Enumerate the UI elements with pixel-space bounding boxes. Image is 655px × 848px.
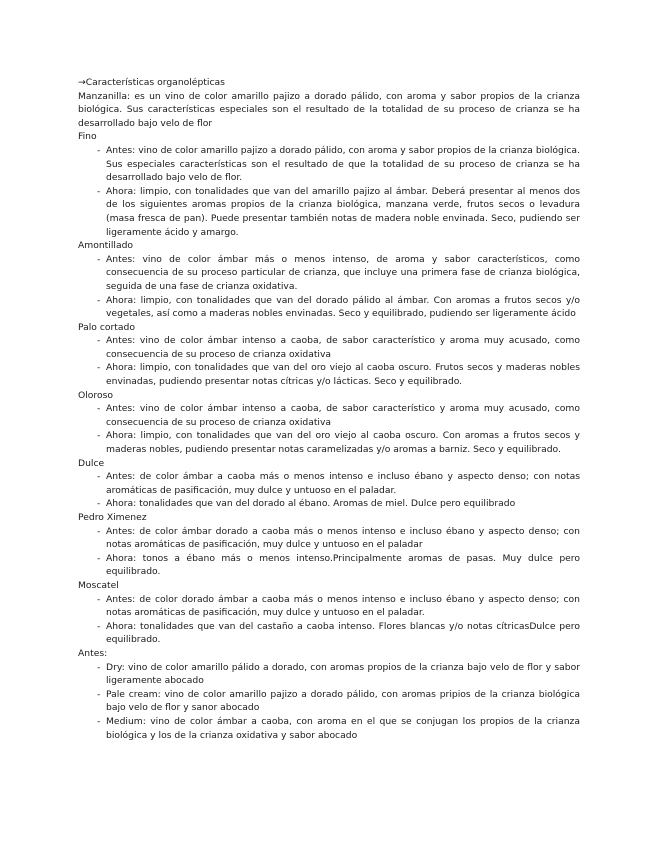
section-title: Oloroso [78,389,114,401]
item-list [78,525,580,579]
list-item [78,185,580,239]
section-title: Pedro Ximenez [78,512,147,523]
section-header: →Características organolépticas [78,77,225,88]
item-text: Ahora: limpio, con tonalidades que van del oro viejo al caoba oscuro. Frutos secos y maderas nobles envinadas, pudiendo presentar notas cítricas y/o lácticas. Seco y equilibrado. [106,362,580,388]
dash-bullet: - [97,335,101,347]
item-text: Ahora: limpio, con tonalidades que van del oro viejo al caoba oscuro. Con aromas a frutos secos y maderas nobles, pudiendo presentar notas caramelizadas y/o aromas a barniz. Seco y equilibrado. [106,430,580,456]
section-title: Moscatel [78,579,119,591]
section-title: Antes: [78,647,108,659]
item-text: Antes: de color ámbar dorado a caoba más o menos intenso e incluso ébano y aspecto denso; con notas aromáticas de pasificación, muy dulce y untuoso en el paladar [106,525,580,551]
item-list [78,402,580,456]
dash-bullet: - [97,525,101,537]
dash-bullet: - [97,620,101,632]
list-item [78,688,580,715]
section-amontillado [78,239,580,321]
section-title: Amontillado [78,240,134,252]
item-list [78,253,580,321]
list-item [78,402,580,429]
item-text: Antes: vino de color ámbar intenso a caoba, de sabor característico y aroma muy acusado, como consecuencia de su proceso de crianza oxidativa [106,403,580,428]
item-text: Pale cream: vino de color amarillo pajizo a dorado pálido, con aromas pripios de la crianza biológica bajo velo de flor y sanor abocado [106,688,580,714]
item-text: Antes: vino de color amarillo pajizo a dorado pálido, con aroma y sabor propios de la crianza biológica. Sus especiales características son el resultado de que la totalidad de su proceso de crianza se ha desarrollado bajo velo de flor. [106,144,580,184]
dash-bullet: - [97,403,101,415]
item-text: Ahora: tonalidades que van del dorado al ébano. Aromas de miel. Dulce pero equilibrado [106,498,516,510]
item-text: Antes: vino de color ámbar intenso a caoba, de sabor característico y aroma muy acusado, como consecuencia de su proceso de crianza oxidativa [106,335,580,360]
list-item [78,661,580,688]
list-item [78,294,580,321]
item-text: Ahora: tonalidades que van del castaño a caoba intenso. Flores blancas y/o notas cítricasDulce pero equilibrado. [106,620,580,646]
item-text: Ahora: tonos a ébano más o menos intenso.Principalmente aromas de pasas. Muy dulce pero equilibrado. [106,552,580,578]
dash-bullet: - [97,294,101,306]
item-text: Dry: vino de color amarillo pálido a dorado, con aromas propios de la crianza bajo velo de flor y sabor ligeramente abocado [106,661,580,687]
list-item [78,497,580,511]
item-text: Antes: vino de color ámbar más o menos intenso, de aroma y sabor característicos, como consecuencia de su proceso particular de crianza, que incluye una primera fase de crianza biológica, seguida de una fase de crianza oxidativa. [106,253,580,292]
dash-bullet: - [97,593,101,605]
dash-bullet: - [97,715,101,727]
dash-bullet: - [97,362,101,374]
intro-paragraph: Manzanilla: es un vino de color amarillo pajizo a dorado pálido, con aroma y sabor propios de la crianza biológica. Sus características especiales son el resultado de la totalidad de su proceso de crianza se ha desarrollado bajo velo de flor [78,90,580,129]
item-list [78,661,580,743]
list-item [78,253,580,294]
list-item [78,144,580,185]
section-moscatel [78,579,580,647]
section-title: Dulce [78,457,105,469]
dash-bullet: - [97,498,101,510]
section-title: Palo cortado [78,321,135,333]
section-fino [78,130,580,239]
dash-bullet: - [97,253,101,265]
list-item [78,470,580,497]
list-item [78,715,580,742]
item-list [78,334,580,388]
dash-bullet: - [97,144,101,156]
item-text: Antes: de color dorado ámbar a caoba más o menos intenso e incluso ébano y aspecto denso; con notas aromáticas de pasificación, muy dulce y untuoso en el paladar. [106,593,580,619]
dash-bullet: - [97,552,101,564]
item-list [78,470,580,511]
dash-bullet: - [97,430,101,442]
list-item [78,620,580,647]
item-text: Antes: de color ámbar a caoba más o menos intenso e incluso ébano y aspecto denso; con notas aromáticas de pasificación, muy dulce y untuoso en el paladar. [106,471,580,496]
dash-bullet: - [97,688,101,700]
section-title: Fino [78,131,97,143]
section-oloroso [78,389,580,457]
section-palo-cortado [78,321,580,389]
dash-bullet: - [97,661,101,673]
list-item [78,552,580,579]
item-list [78,144,580,239]
list-item [78,334,580,361]
list-item [78,429,580,456]
list-item [78,361,580,388]
item-text: Ahora: limpio, con tonalidades que van del amarillo pajizo al ámbar. Deberá presentar al menos dos de los siguientes aromas propios de la crianza biológica, manzana verde, frutos secos o levadura (masa fresca de pan). Puede presentar también notas de madera noble envinada. Seco, pudiendo ser ligeramente ácido y amargo. [106,185,580,238]
item-text: Medium: vino de color ámbar a caoba, con aroma en el que se conjugan los propios de la crianza biológica y los de la crianza oxidativa y sabor abocado [106,715,580,741]
document-page [78,76,580,742]
section-dulce [78,457,580,511]
list-item [78,593,580,620]
section-antes [78,647,580,742]
section-pedro-ximenez [78,511,580,579]
item-text: Ahora: limpio, con tonalidades que van del dorado pálido al ámbar. Con aromas a frutos secos y/o vegetales, así como a maderas nobles envinadas. Seco y equilibrado, pudiendo ser ligeramente ácido [106,294,580,320]
list-item [78,525,580,552]
dash-bullet: - [97,471,101,483]
dash-bullet: - [97,185,101,197]
item-list [78,593,580,647]
